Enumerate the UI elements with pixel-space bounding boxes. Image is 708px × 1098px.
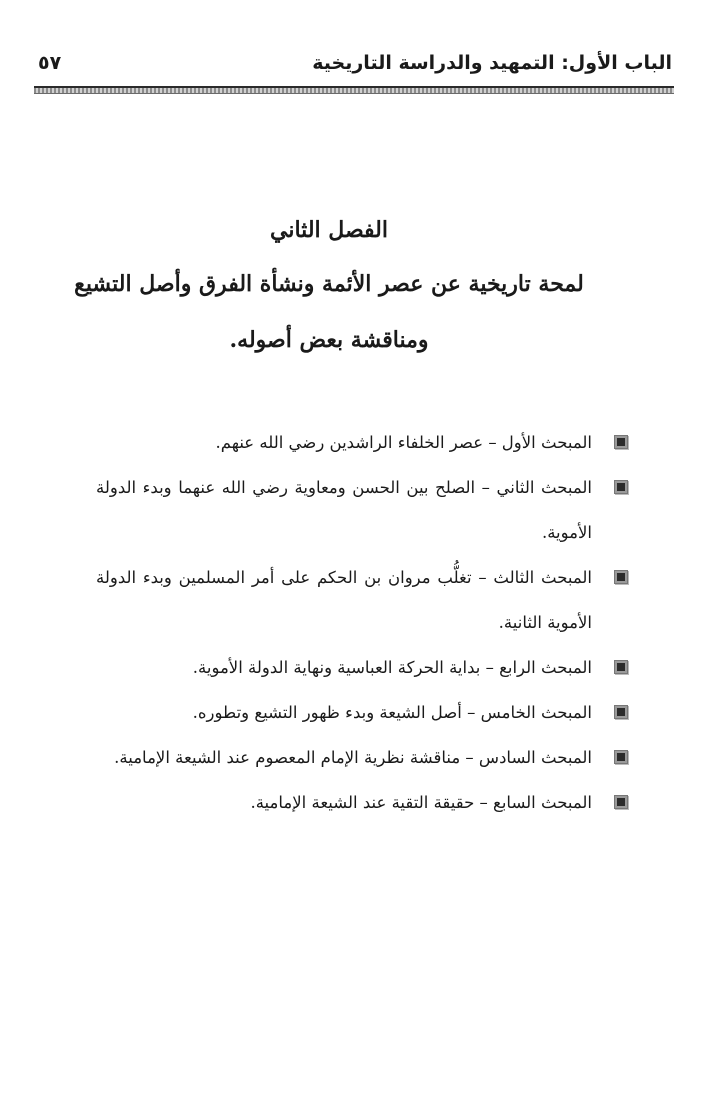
square-bullet-icon [614, 660, 628, 674]
section-item [96, 465, 628, 555]
section-text: المبحث السادس – مناقشة نظرية الإمام المعصوم عند الشيعة الإمامية. [114, 748, 592, 767]
square-bullet-icon [614, 480, 628, 494]
square-bullet-icon [614, 750, 628, 764]
square-bullet-icon [614, 795, 628, 809]
square-bullet-icon [614, 705, 628, 719]
header-rule [34, 86, 674, 94]
chapter-label: الفصل الثاني [270, 217, 388, 243]
square-bullet-icon [614, 435, 628, 449]
page-header [36, 50, 672, 84]
section-text: المبحث الخامس – أصل الشيعة وبدء ظهور التشيع وتطوره. [192, 703, 592, 722]
section-item [96, 645, 628, 690]
section-text: المبحث الثاني – الصلح بين الحسن ومعاوية رضي الله عنهما وبدء الدولة الأموية. [96, 478, 592, 542]
section-item [96, 780, 628, 825]
chapter-title-line-1: لمحة تاريخية عن عصر الأئمة ونشأة الفرق وأصل التشيع [74, 271, 584, 297]
section-text: المبحث الثالث – تغلُّب مروان بن الحكم على أمر المسلمين وبدء الدولة الأموية الثانية. [96, 568, 592, 632]
section-item [96, 555, 628, 645]
section-item [96, 420, 628, 465]
chapter-heading [60, 208, 598, 368]
section-text: المبحث الأول – عصر الخلفاء الراشدين رضي الله عنهم. [215, 433, 592, 452]
section-text: المبحث السابع – حقيقة التقية عند الشيعة الإمامية. [250, 793, 592, 812]
square-bullet-icon [614, 570, 628, 584]
running-title: الباب الأول: التمهيد والدراسة التاريخية [312, 52, 672, 74]
section-item [96, 735, 628, 780]
section-list [96, 420, 628, 825]
chapter-title-line-2: ومناقشة بعض أصوله. [229, 327, 429, 353]
chapter-title [60, 256, 598, 368]
page-number: ٥٧ [38, 52, 62, 74]
section-text: المبحث الرابع – بداية الحركة العباسية ونهاية الدولة الأموية. [192, 658, 592, 677]
section-item [96, 690, 628, 735]
